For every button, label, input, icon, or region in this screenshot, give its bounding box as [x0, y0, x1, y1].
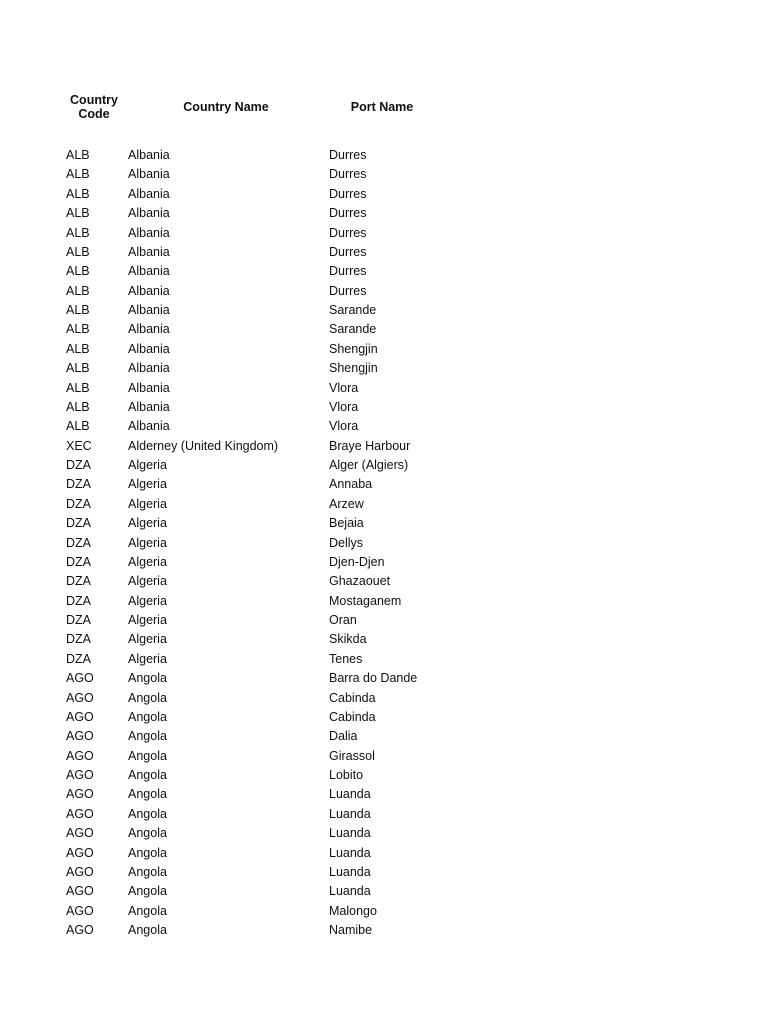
cell-port-name: Tenes	[329, 651, 363, 666]
cell-port-name: Cabinda	[329, 690, 376, 705]
cell-country-name: Algeria	[128, 574, 167, 589]
cell-country-code: ALB	[66, 361, 90, 376]
cell-country-name: Algeria	[128, 535, 167, 550]
cell-country-name: Albania	[128, 244, 170, 259]
table-row	[0, 165, 768, 184]
table-row	[0, 301, 768, 320]
table-row	[0, 747, 768, 766]
cell-country-code: XEC	[66, 438, 92, 453]
cell-country-name: Albania	[128, 380, 170, 395]
table-row	[0, 630, 768, 649]
cell-country-code: AGO	[66, 845, 94, 860]
cell-country-code: AGO	[66, 826, 94, 841]
cell-country-code: ALB	[66, 186, 90, 201]
cell-country-code: DZA	[66, 535, 91, 550]
cell-country-code: DZA	[66, 458, 91, 472]
table-row	[0, 882, 768, 901]
cell-country-name: Angola	[128, 923, 167, 937]
cell-port-name: Alger (Algiers)	[329, 458, 409, 472]
cell-country-code: DZA	[66, 632, 91, 647]
cell-country-name: Albania	[128, 303, 170, 317]
table-row	[0, 727, 768, 746]
cell-port-name: Luanda	[329, 864, 371, 879]
header-country-name: Country Name	[183, 100, 269, 114]
table-row	[0, 708, 768, 727]
cell-country-code: ALB	[66, 206, 90, 221]
table-row	[0, 785, 768, 804]
cell-country-name: Albania	[128, 264, 170, 279]
table-row	[0, 146, 768, 165]
cell-port-name: Luanda	[329, 787, 371, 802]
cell-port-name: Sarande	[329, 322, 377, 337]
cell-country-code: AGO	[66, 787, 94, 802]
cell-country-code: AGO	[66, 768, 94, 782]
table-row	[0, 320, 768, 339]
header-port-name: Port Name	[350, 100, 414, 114]
table-row	[0, 262, 768, 281]
cell-port-name: Dellys	[329, 535, 364, 550]
cell-port-name: Durres	[329, 167, 367, 182]
cell-port-name: Luanda	[329, 806, 371, 821]
table-row	[0, 863, 768, 882]
cell-country-code: AGO	[66, 748, 94, 763]
cell-country-name: Angola	[128, 903, 167, 918]
table-body	[0, 146, 768, 940]
table-row	[0, 437, 768, 456]
cell-port-name: Sarande	[329, 303, 377, 317]
cell-country-name: Angola	[128, 826, 167, 841]
cell-country-name: Angola	[128, 884, 167, 899]
cell-port-name: Vlora	[329, 419, 359, 434]
cell-port-name: Ghazaouet	[329, 574, 391, 589]
cell-port-name: Vlora	[329, 380, 359, 395]
cell-country-code: ALB	[66, 322, 90, 337]
table-row	[0, 340, 768, 359]
cell-port-name: Oran	[329, 613, 357, 627]
cell-port-name: Mostaganem	[329, 593, 402, 608]
cell-port-name: Djen-Djen	[329, 554, 385, 569]
table-header	[0, 92, 768, 128]
table-row	[0, 495, 768, 514]
cell-country-code: DZA	[66, 477, 91, 492]
table-row	[0, 572, 768, 591]
cell-port-name: Cabinda	[329, 709, 376, 724]
cell-port-name: Skikda	[329, 632, 367, 647]
cell-port-name: Namibe	[329, 923, 373, 937]
cell-country-name: Angola	[128, 709, 167, 724]
cell-port-name: Annaba	[329, 477, 373, 492]
cell-port-name: Shengjin	[329, 341, 378, 356]
cell-country-name: Algeria	[128, 651, 167, 666]
cell-country-code: DZA	[66, 496, 91, 511]
table-row	[0, 398, 768, 417]
table-row	[0, 689, 768, 708]
cell-port-name: Durres	[329, 264, 367, 279]
table-row	[0, 534, 768, 553]
cell-country-code: ALB	[66, 341, 90, 356]
cell-country-code: ALB	[66, 148, 90, 162]
cell-country-name: Algeria	[128, 593, 167, 608]
cell-country-code: ALB	[66, 283, 90, 298]
cell-country-code: AGO	[66, 671, 94, 686]
cell-country-code: DZA	[66, 593, 91, 608]
cell-country-name: Angola	[128, 671, 167, 686]
cell-country-name: Angola	[128, 690, 167, 705]
cell-country-code: AGO	[66, 806, 94, 821]
cell-country-name: Albania	[128, 419, 170, 434]
table-row	[0, 921, 768, 940]
cell-port-name: Bejaia	[329, 516, 364, 531]
table-row	[0, 766, 768, 785]
cell-country-code: AGO	[66, 690, 94, 705]
cell-port-name: Durres	[329, 148, 367, 162]
cell-country-code: AGO	[66, 864, 94, 879]
cell-country-name: Albania	[128, 167, 170, 182]
cell-country-name: Angola	[128, 768, 167, 782]
cell-country-name: Albania	[128, 148, 170, 162]
cell-port-name: Dalia	[329, 729, 358, 744]
cell-port-name: Girassol	[329, 748, 375, 763]
table-row	[0, 417, 768, 436]
cell-country-code: AGO	[66, 729, 94, 744]
cell-country-code: ALB	[66, 399, 90, 414]
cell-port-name: Durres	[329, 244, 367, 259]
cell-port-name: Lobito	[329, 768, 364, 782]
cell-port-name: Durres	[329, 186, 367, 201]
cell-country-code: AGO	[66, 884, 94, 899]
cell-country-code: ALB	[66, 419, 90, 434]
header-country-code: Country Code	[70, 93, 118, 121]
cell-country-name: Angola	[128, 864, 167, 879]
table-row	[0, 611, 768, 630]
cell-country-code: ALB	[66, 380, 90, 395]
cell-country-code: ALB	[66, 303, 90, 317]
cell-country-name: Algeria	[128, 516, 167, 531]
cell-country-name: Algeria	[128, 632, 167, 647]
cell-country-name: Albania	[128, 186, 170, 201]
cell-port-name: Durres	[329, 283, 367, 298]
table-row	[0, 282, 768, 301]
cell-country-code: ALB	[66, 225, 90, 240]
cell-port-name: Durres	[329, 225, 367, 240]
table-row	[0, 669, 768, 688]
table-row	[0, 224, 768, 243]
table-row	[0, 592, 768, 611]
cell-country-code: DZA	[66, 516, 91, 531]
cell-port-name: Barra do Dande	[329, 671, 418, 686]
table-row	[0, 359, 768, 378]
table-row	[0, 204, 768, 223]
cell-port-name: Durres	[329, 206, 367, 221]
cell-country-name: Albania	[128, 206, 170, 221]
cell-country-name: Algeria	[128, 554, 167, 569]
cell-country-code: AGO	[66, 709, 94, 724]
cell-country-name: Angola	[128, 806, 167, 821]
cell-country-code: AGO	[66, 923, 94, 937]
cell-port-name: Luanda	[329, 845, 371, 860]
cell-country-code: DZA	[66, 574, 91, 589]
cell-port-name: Luanda	[329, 826, 371, 841]
cell-country-code: ALB	[66, 264, 90, 279]
cell-port-name: Malongo	[329, 903, 377, 918]
cell-country-name: Albania	[128, 361, 170, 376]
cell-country-name: Albania	[128, 225, 170, 240]
cell-country-name: Alderney (United Kingdom)	[128, 438, 279, 453]
cell-country-code: ALB	[66, 244, 90, 259]
cell-country-name: Algeria	[128, 458, 167, 472]
cell-port-name: Luanda	[329, 884, 371, 899]
cell-country-name: Albania	[128, 283, 170, 298]
cell-port-name: Arzew	[329, 496, 364, 511]
table-row	[0, 805, 768, 824]
cell-country-code: DZA	[66, 613, 91, 627]
table-row	[0, 553, 768, 572]
table-row	[0, 514, 768, 533]
cell-country-name: Angola	[128, 787, 167, 802]
cell-country-name: Algeria	[128, 496, 167, 511]
cell-port-name: Shengjin	[329, 361, 378, 376]
cell-port-name: Vlora	[329, 399, 359, 414]
cell-port-name: Braye Harbour	[329, 438, 411, 453]
cell-country-name: Albania	[128, 322, 170, 337]
cell-country-code: AGO	[66, 903, 94, 918]
table-row	[0, 902, 768, 921]
table-row	[0, 243, 768, 262]
table-row	[0, 475, 768, 494]
table-row	[0, 379, 768, 398]
table-row	[0, 844, 768, 863]
table-row	[0, 824, 768, 843]
table-row	[0, 650, 768, 669]
cell-country-name: Angola	[128, 845, 167, 860]
cell-country-name: Angola	[128, 748, 167, 763]
cell-country-code: DZA	[66, 554, 91, 569]
table-row	[0, 185, 768, 204]
cell-country-name: Angola	[128, 729, 167, 744]
cell-country-name: Albania	[128, 341, 170, 356]
cell-country-name: Algeria	[128, 613, 167, 627]
cell-country-name: Algeria	[128, 477, 167, 492]
cell-country-code: DZA	[66, 651, 91, 666]
cell-country-code: ALB	[66, 167, 90, 182]
table-row	[0, 456, 768, 475]
cell-country-name: Albania	[128, 399, 170, 414]
